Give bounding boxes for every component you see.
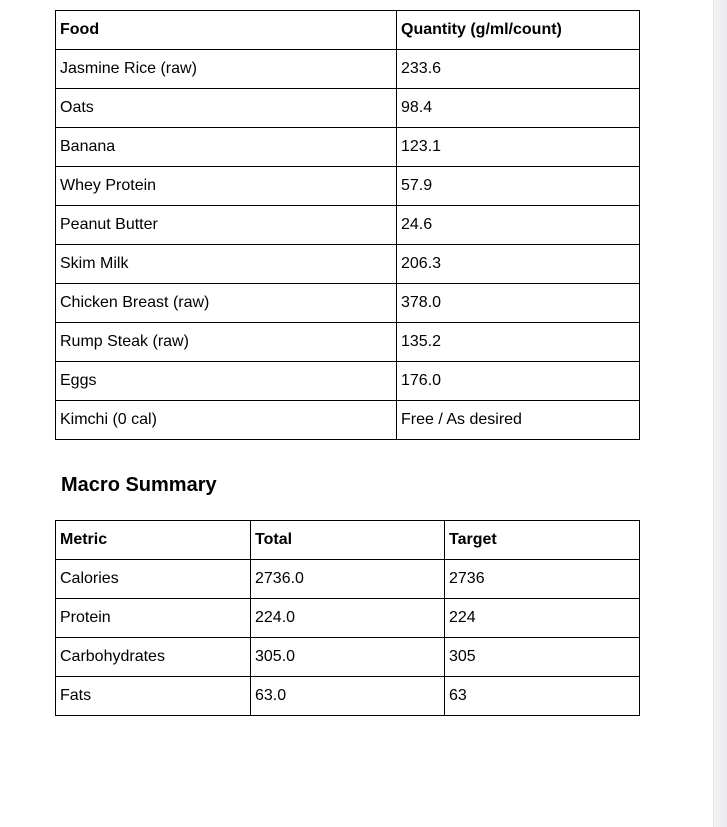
column-header-target: Target bbox=[445, 521, 640, 560]
target-cell: 2736 bbox=[445, 560, 640, 599]
quantity-cell: 176.0 bbox=[397, 362, 640, 401]
table-row bbox=[56, 323, 640, 362]
table-header-row bbox=[56, 11, 640, 50]
table-row bbox=[56, 50, 640, 89]
food-name-cell: Jasmine Rice (raw) bbox=[56, 50, 397, 89]
metric-cell: Calories bbox=[56, 560, 251, 599]
column-header-food: Food bbox=[56, 11, 397, 50]
food-name-cell: Rump Steak (raw) bbox=[56, 323, 397, 362]
column-header-metric: Metric bbox=[56, 521, 251, 560]
table-row bbox=[56, 638, 640, 677]
total-cell: 305.0 bbox=[251, 638, 445, 677]
table-row bbox=[56, 362, 640, 401]
food-name-cell: Whey Protein bbox=[56, 167, 397, 206]
macro-summary-heading: Macro Summary bbox=[61, 474, 217, 496]
total-cell: 63.0 bbox=[251, 677, 445, 716]
quantity-cell: 135.2 bbox=[397, 323, 640, 362]
quantity-cell: Free / As desired bbox=[397, 401, 640, 440]
metric-cell: Carbohydrates bbox=[56, 638, 251, 677]
food-name-cell: Eggs bbox=[56, 362, 397, 401]
total-cell: 224.0 bbox=[251, 599, 445, 638]
food-name-cell: Banana bbox=[56, 128, 397, 167]
food-name-cell: Chicken Breast (raw) bbox=[56, 284, 397, 323]
quantity-cell: 206.3 bbox=[397, 245, 640, 284]
food-name-cell: Peanut Butter bbox=[56, 206, 397, 245]
total-cell: 2736.0 bbox=[251, 560, 445, 599]
food-name-cell: Kimchi (0 cal) bbox=[56, 401, 397, 440]
quantity-cell: 233.6 bbox=[397, 50, 640, 89]
target-cell: 305 bbox=[445, 638, 640, 677]
table-row bbox=[56, 128, 640, 167]
quantity-cell: 123.1 bbox=[397, 128, 640, 167]
page-edge-shadow bbox=[713, 0, 727, 827]
table-row bbox=[56, 560, 640, 599]
food-quantity-table bbox=[55, 10, 640, 440]
table-row bbox=[56, 401, 640, 440]
target-cell: 63 bbox=[445, 677, 640, 716]
table-row bbox=[56, 167, 640, 206]
table-row bbox=[56, 89, 640, 128]
macro-summary-table bbox=[55, 520, 640, 716]
quantity-cell: 98.4 bbox=[397, 89, 640, 128]
quantity-cell: 57.9 bbox=[397, 167, 640, 206]
table-header-row bbox=[56, 521, 640, 560]
food-name-cell: Oats bbox=[56, 89, 397, 128]
table-row bbox=[56, 206, 640, 245]
quantity-cell: 24.6 bbox=[397, 206, 640, 245]
table-row bbox=[56, 284, 640, 323]
food-name-cell: Skim Milk bbox=[56, 245, 397, 284]
target-cell: 224 bbox=[445, 599, 640, 638]
quantity-cell: 378.0 bbox=[397, 284, 640, 323]
table-row bbox=[56, 599, 640, 638]
column-header-total: Total bbox=[251, 521, 445, 560]
column-header-quantity: Quantity (g/ml/count) bbox=[397, 11, 640, 50]
table-row bbox=[56, 245, 640, 284]
metric-cell: Fats bbox=[56, 677, 251, 716]
metric-cell: Protein bbox=[56, 599, 251, 638]
table-row bbox=[56, 677, 640, 716]
